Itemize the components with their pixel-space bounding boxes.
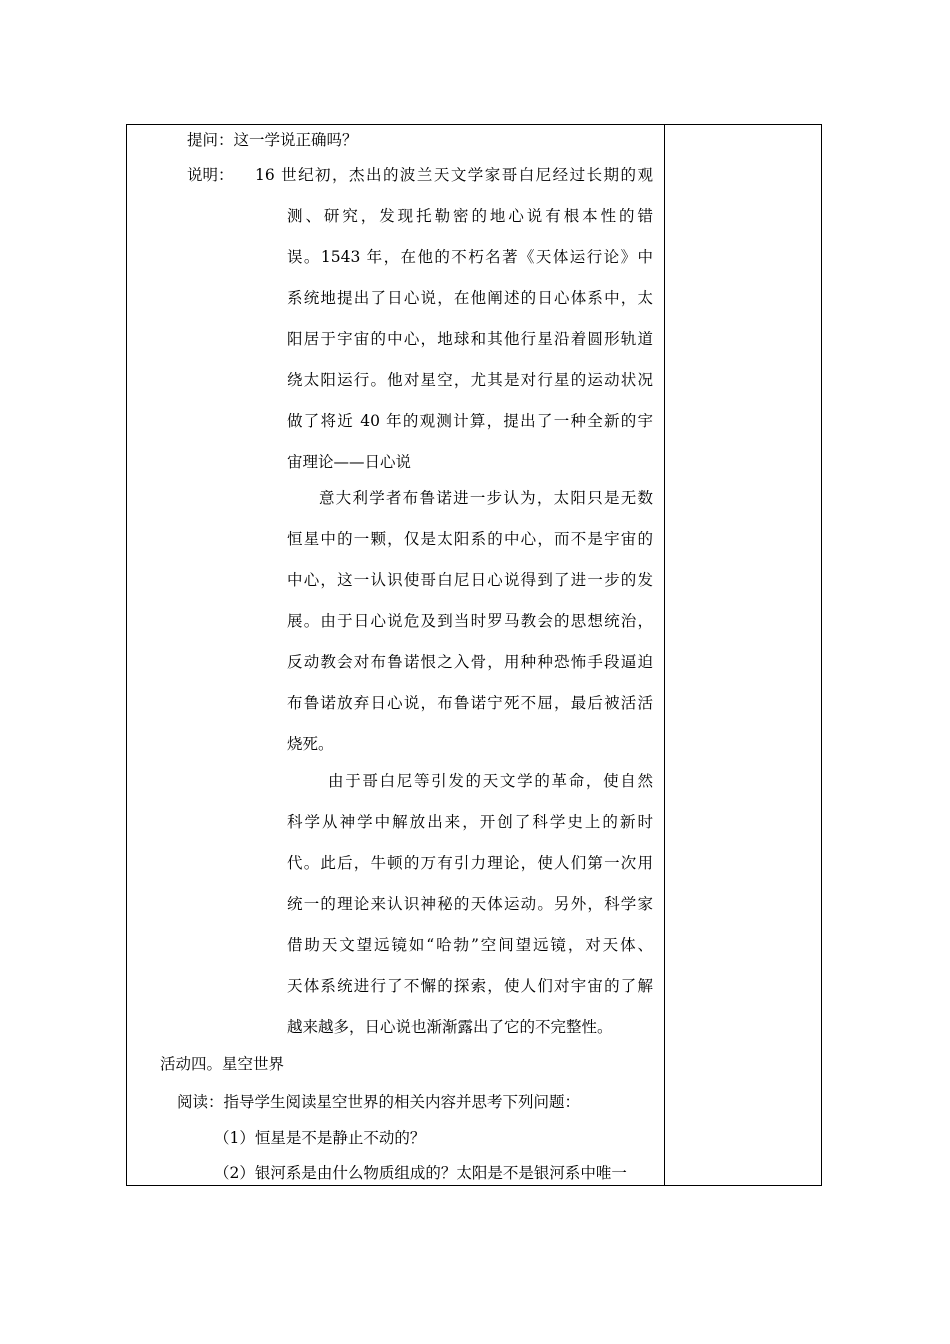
p3-line-3: 代。此后，牛顿的万有引力理论，使人们第一次用 bbox=[287, 854, 653, 872]
p2-line-6: 布鲁诺放弃日心说，布鲁诺宁死不屈，最后被活活 bbox=[287, 694, 653, 712]
p1-line-8: 宙理论——日心说 bbox=[287, 453, 412, 471]
p3-line-5: 借助天文望远镜如“哈勃”空间望远镜，对天体、 bbox=[287, 936, 653, 954]
p3-line-7: 越来越多，日心说也渐渐露出了它的不完整性。 bbox=[287, 1018, 613, 1036]
column-divider bbox=[664, 125, 665, 1185]
p1-line-3: 误。1543 年，在他的不朽名著《天体运行论》中 bbox=[287, 248, 653, 266]
p2-line-4: 展。由于日心说危及到当时罗马教会的思想统治， bbox=[287, 612, 653, 630]
question-1: （1）恒星是不是静止不动的？ bbox=[214, 1129, 426, 1147]
p3-line-4: 统一的理论来认识神秘的天体运动。另外，科学家 bbox=[287, 895, 653, 913]
p1-line-2: 测、研究，发现托勒密的地心说有根本性的错 bbox=[287, 207, 653, 225]
p2-line-5: 反动教会对布鲁诺恨之入骨，用种种恐怖手段逼迫 bbox=[287, 653, 653, 671]
reading-instruction: 阅读：指导学生阅读星空世界的相关内容并思考下列问题： bbox=[177, 1093, 581, 1111]
p1-line-6: 绕太阳运行。他对星空，尤其是对行星的运动状况 bbox=[287, 371, 653, 389]
p3-line-6: 天体系统进行了不懈的探索，使人们对宇宙的了解 bbox=[287, 977, 653, 995]
p3-line-1: 由于哥白尼等引发的天文学的革命，使自然 bbox=[328, 772, 653, 790]
p1-line-4: 系统地提出了日心说，在他阐述的日心体系中，太 bbox=[287, 289, 653, 307]
question-2: （2）银河系是由什么物质组成的？太阳是不是银河系中唯一 bbox=[214, 1164, 627, 1182]
question-line: 提问：这一学说正确吗？ bbox=[187, 131, 358, 149]
p2-line-3: 中心，这一认识使哥白尼日心说得到了进一步的发 bbox=[287, 571, 653, 589]
activity-four-heading: 活动四。星空世界 bbox=[160, 1055, 285, 1073]
p1-line-1: 16 世纪初，杰出的波兰天文学家哥白尼经过长期的观 bbox=[255, 166, 653, 184]
p1-line-5: 阳居于宇宙的中心，地球和其他行星沿着圆形轨道 bbox=[287, 330, 653, 348]
p2-line-1: 意大利学者布鲁诺进一步认为，太阳只是无数 bbox=[319, 489, 653, 507]
explain-label: 说明： bbox=[187, 166, 234, 184]
p1-line-7: 做了将近 40 年的观测计算，提出了一种全新的宇 bbox=[287, 412, 653, 430]
p2-line-7: 烧死。 bbox=[287, 735, 334, 753]
p3-line-2: 科学从神学中解放出来，开创了科学史上的新时 bbox=[287, 813, 653, 831]
p2-line-2: 恒星中的一颗，仅是太阳系的中心，而不是宇宙的 bbox=[287, 530, 653, 548]
